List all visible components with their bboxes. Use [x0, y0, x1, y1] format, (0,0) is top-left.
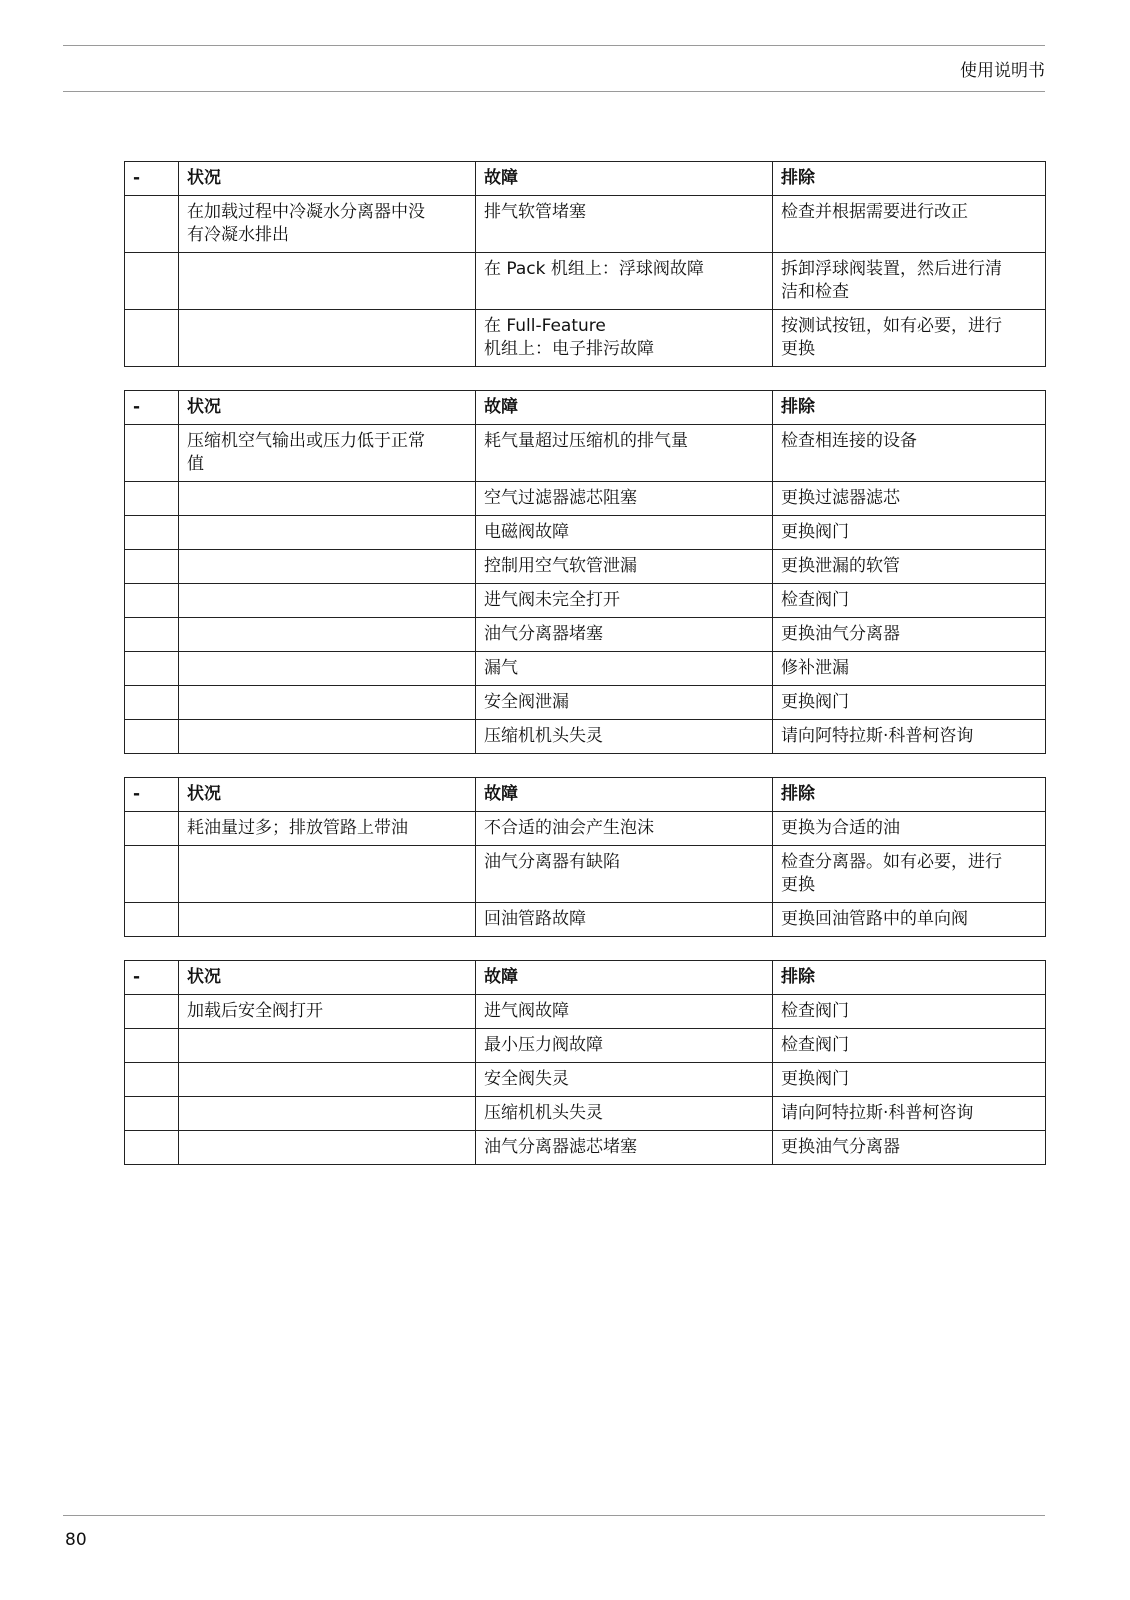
remedy-text: 检查阀门 [781, 590, 849, 610]
marker-cell [125, 425, 179, 482]
remedy-text: 按测试按钮，如有必要，进行 更换 [781, 316, 1002, 359]
remedy-cell [773, 425, 1046, 482]
page-number: 80 [65, 1530, 87, 1550]
fault-text: 不合适的油会产生泡沫 [484, 818, 654, 838]
fault-header: 故障 [476, 162, 773, 196]
remedy-cell [773, 652, 1046, 686]
troubleshooting-table [124, 777, 1046, 937]
fault-text: 空气过滤器滤芯阻塞 [484, 488, 637, 508]
fault-cell [476, 652, 773, 686]
remedy-text: 拆卸浮球阀装置，然后进行清 洁和检查 [781, 259, 1002, 302]
remedy-text: 检查阀门 [781, 1035, 849, 1055]
fault-cell [476, 310, 773, 367]
condition-cell [179, 253, 476, 310]
fault-cell [476, 1131, 773, 1165]
table-row [125, 1063, 1046, 1097]
table-row [125, 812, 1046, 846]
fault-cell [476, 584, 773, 618]
remedy-text: 更换油气分离器 [781, 624, 900, 644]
fault-text: 在 Pack 机组上：浮球阀故障 [484, 259, 704, 279]
table-row [125, 550, 1046, 584]
remedy-header: 排除 [773, 162, 1046, 196]
remedy-cell [773, 846, 1046, 903]
marker-cell [125, 1029, 179, 1063]
fault-cell [476, 253, 773, 310]
marker-cell [125, 720, 179, 754]
remedy-text: 检查并根据需要进行改正 [781, 202, 968, 222]
fault-header: 故障 [476, 778, 773, 812]
fault-cell [476, 846, 773, 903]
fault-cell [476, 516, 773, 550]
remedy-text: 请向阿特拉斯·科普柯咨询 [781, 726, 974, 746]
fault-cell [476, 425, 773, 482]
remedy-cell [773, 686, 1046, 720]
table-row [125, 995, 1046, 1029]
fault-text: 油气分离器堵塞 [484, 624, 603, 644]
marker-cell [125, 812, 179, 846]
table-row [125, 1029, 1046, 1063]
table-row [125, 425, 1046, 482]
fault-header: 故障 [476, 961, 773, 995]
marker-cell [125, 1063, 179, 1097]
document-title: 使用说明书 [960, 61, 1045, 81]
table-row [125, 196, 1046, 253]
condition-cell [179, 584, 476, 618]
remedy-text: 更换为合适的油 [781, 818, 900, 838]
condition-cell [179, 1131, 476, 1165]
fault-cell [476, 686, 773, 720]
remedy-cell [773, 310, 1046, 367]
marker-cell [125, 550, 179, 584]
condition-cell [179, 482, 476, 516]
condition-header: 状况 [179, 162, 476, 196]
header-rule-top [63, 45, 1045, 46]
remedy-cell [773, 196, 1046, 253]
fault-text: 回油管路故障 [484, 909, 586, 929]
remedy-text: 检查分离器。如有必要，进行 更换 [781, 852, 1002, 895]
marker-header: - [125, 391, 179, 425]
condition-cell [179, 995, 476, 1029]
remedy-text: 检查阀门 [781, 1001, 849, 1021]
table-row [125, 686, 1046, 720]
remedy-cell [773, 482, 1046, 516]
fault-cell [476, 196, 773, 253]
marker-cell [125, 310, 179, 367]
condition-cell [179, 686, 476, 720]
fault-text: 漏气 [484, 658, 518, 678]
fault-text: 压缩机机头失灵 [484, 1103, 603, 1123]
fault-cell [476, 550, 773, 584]
table-row [125, 720, 1046, 754]
footer-rule [63, 1515, 1045, 1516]
marker-cell [125, 516, 179, 550]
condition-cell [179, 1097, 476, 1131]
remedy-text: 更换泄漏的软管 [781, 556, 900, 576]
header-rule-bottom [63, 91, 1045, 92]
fault-text: 进气阀故障 [484, 1001, 569, 1021]
condition-cell [179, 310, 476, 367]
marker-cell [125, 903, 179, 937]
table-row [125, 310, 1046, 367]
fault-cell [476, 1097, 773, 1131]
table-header-row [125, 391, 1046, 425]
marker-cell [125, 686, 179, 720]
condition-cell [179, 720, 476, 754]
marker-cell [125, 618, 179, 652]
marker-cell [125, 846, 179, 903]
fault-text: 安全阀失灵 [484, 1069, 569, 1089]
remedy-cell [773, 550, 1046, 584]
remedy-cell [773, 903, 1046, 937]
fault-text: 压缩机机头失灵 [484, 726, 603, 746]
remedy-text: 更换阀门 [781, 1069, 849, 1089]
table-header-row [125, 778, 1046, 812]
fault-cell [476, 618, 773, 652]
fault-text: 控制用空气软管泄漏 [484, 556, 637, 576]
remedy-cell [773, 720, 1046, 754]
fault-cell [476, 720, 773, 754]
table-row [125, 1131, 1046, 1165]
condition-cell [179, 618, 476, 652]
troubleshooting-tables [124, 161, 1045, 1188]
table-row [125, 903, 1046, 937]
condition-cell [179, 846, 476, 903]
table-row [125, 253, 1046, 310]
table-row [125, 652, 1046, 686]
remedy-header: 排除 [773, 778, 1046, 812]
marker-cell [125, 482, 179, 516]
remedy-text: 修补泄漏 [781, 658, 849, 678]
table-row [125, 618, 1046, 652]
fault-header: 故障 [476, 391, 773, 425]
table-row [125, 482, 1046, 516]
remedy-cell [773, 812, 1046, 846]
condition-cell [179, 903, 476, 937]
condition-cell [179, 196, 476, 253]
condition-text: 压缩机空气输出或压力低于正常 值 [187, 431, 425, 474]
table-header-row [125, 162, 1046, 196]
fault-cell [476, 903, 773, 937]
remedy-cell [773, 618, 1046, 652]
remedy-cell [773, 516, 1046, 550]
remedy-header: 排除 [773, 961, 1046, 995]
marker-cell [125, 584, 179, 618]
fault-text: 安全阀泄漏 [484, 692, 569, 712]
table-row [125, 846, 1046, 903]
marker-cell [125, 995, 179, 1029]
fault-text: 电磁阀故障 [484, 522, 569, 542]
remedy-cell [773, 1097, 1046, 1131]
remedy-cell [773, 1063, 1046, 1097]
marker-cell [125, 196, 179, 253]
fault-text: 耗气量超过压缩机的排气量 [484, 431, 688, 451]
remedy-text: 更换油气分离器 [781, 1137, 900, 1157]
fault-text: 进气阀未完全打开 [484, 590, 620, 610]
fault-cell [476, 1063, 773, 1097]
fault-text: 最小压力阀故障 [484, 1035, 603, 1055]
remedy-text: 检查相连接的设备 [781, 431, 917, 451]
marker-cell [125, 1097, 179, 1131]
marker-cell [125, 253, 179, 310]
troubleshooting-table [124, 161, 1046, 367]
remedy-text: 更换过滤器滤芯 [781, 488, 900, 508]
marker-header: - [125, 961, 179, 995]
marker-header: - [125, 162, 179, 196]
fault-text: 油气分离器有缺陷 [484, 852, 620, 872]
remedy-header: 排除 [773, 391, 1046, 425]
fault-cell [476, 995, 773, 1029]
troubleshooting-table [124, 390, 1046, 754]
condition-cell [179, 1063, 476, 1097]
fault-text: 油气分离器滤芯堵塞 [484, 1137, 637, 1157]
remedy-text: 更换阀门 [781, 692, 849, 712]
fault-text: 排气软管堵塞 [484, 202, 586, 222]
fault-cell [476, 482, 773, 516]
fault-cell [476, 1029, 773, 1063]
condition-header: 状况 [179, 391, 476, 425]
fault-text: 在 Full-Feature 机组上：电子排污故障 [484, 316, 654, 359]
condition-text: 加载后安全阀打开 [187, 1001, 323, 1021]
remedy-text: 更换回油管路中的单向阀 [781, 909, 968, 929]
table-row [125, 584, 1046, 618]
table-row [125, 516, 1046, 550]
condition-cell [179, 1029, 476, 1063]
condition-header: 状况 [179, 778, 476, 812]
remedy-cell [773, 995, 1046, 1029]
remedy-text: 更换阀门 [781, 522, 849, 542]
table-row [125, 1097, 1046, 1131]
remedy-cell [773, 1131, 1046, 1165]
fault-cell [476, 812, 773, 846]
condition-cell [179, 516, 476, 550]
table-header-row [125, 961, 1046, 995]
remedy-cell [773, 1029, 1046, 1063]
troubleshooting-table [124, 960, 1046, 1165]
condition-cell [179, 652, 476, 686]
condition-cell [179, 550, 476, 584]
marker-header: - [125, 778, 179, 812]
condition-cell [179, 812, 476, 846]
remedy-cell [773, 584, 1046, 618]
condition-header: 状况 [179, 961, 476, 995]
condition-cell [179, 425, 476, 482]
remedy-cell [773, 253, 1046, 310]
condition-text: 耗油量过多；排放管路上带油 [187, 818, 408, 838]
condition-text: 在加载过程中冷凝水分离器中没 有冷凝水排出 [187, 202, 425, 245]
marker-cell [125, 652, 179, 686]
marker-cell [125, 1131, 179, 1165]
remedy-text: 请向阿特拉斯·科普柯咨询 [781, 1103, 974, 1123]
